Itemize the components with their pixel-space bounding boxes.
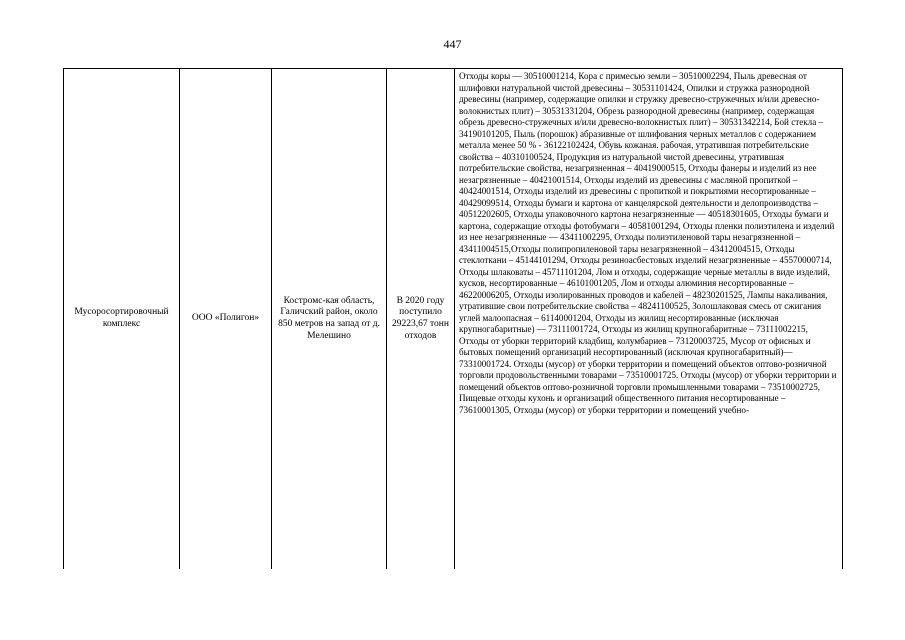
table-row (64, 69, 843, 570)
page-number: 447 (443, 37, 462, 51)
object-name-cell: Мусоросортировочный комплекс (64, 69, 180, 570)
location-cell: Костромс-кая область, Галичский район, около 850 метров на запад от д. Мелешино (272, 69, 387, 570)
facilities-table (63, 68, 843, 569)
volume-cell: В 2020 году поступило 29223,67 тонн отходов (387, 69, 455, 570)
waste-types-cell: Отходы коры — 30510001214, Кора с примесью земли – 30510002294, Пыль древесная от шлифовки натуральной чистой древесины – 30531101424, Опилки и стружка разнородной древесины (например, содержащие опилки и стружку древесно-стружечных и/или древесно-волокнистых плит) – 30531331204, Обрезь разнородной древесины (например, содержащая обрезь древесно-стружечных и/или древесно-волокнистых плит) – 30531342214, Бой стекла – 34190101205, Пыль (порошок) абразивные от шлифования черных металлов с содержанием металла менее 50 % - 36122102424, Обувь кожаная. рабочая, утратившая потребительские свойства – 40310100524, Продукция из натуральной чистой древесины, утратившая потребительские свойства, незагрязненная – 40419000515, Отходы фанеры и изделий из нее незагрязненные – 40421001514, Отходы изделий из древесины с масляной пропиткой – 40424001514, Отходы изделий из древесины с пропиткой и покрытиями несортированные – 40429099514, Отходы бумаги и картона от канцелярской деятельности и делопроизводства – 40512202605, Отходы упаковочного картона незагрязненные — 40518301605, Отходы бумаги и картона, содержащие отходы фотобумаги – 40581001294, Отходы пленки полиэтилена и изделий из нее незагрязненные — 43411002295, Отходы полиэтиленовой тары незагрязненной – 43411004515,Отходы полипропиленовой тары незагрязненной – 43412004515, Отходы стеклоткани – 45144101294, Отходы резиноасбестовых изделий незагрязненные – 45570000714, Отходы шлаковаты – 45711101204, Лом и отходы, содержащие черные металлы в виде изделий, кусков, несортированные – 46101001205, Лом и отходы алюминия несортированные – 46220006205, Отходы изолированных проводов и кабелей – 48230201525, Лампы накаливания, утратившие свои потребительские свойства – 48241100525, Золошлаковая смесь от сжигания углей малоопасная – 61140001204, Отходы из жилищ несортированные (исключая крупногабаритные) — 73111001724, Отходы из жилищ крупногабаритные – 73111002215, Отходы от уборки территорий кладбищ, колумбариев – 73120003725, Мусор от офисных и бытовых помещений организаций несортированный (исключая крупногабаритный)— 73310001724. Отходы (мусор) от уборки территории и помещений объектов оптово-розничной торговли продовольственными товарами – 73510001725. Отходы (мусор) от уборки территории и помещений объектов оптово-розничной торговли промышленными товарами – 73510002725, Пищевые отходы кухонь и организаций общественного питания несортированные – 73610001305, Отходы (мусор) от уборки территории и помещений учебно- (455, 69, 843, 570)
operator-cell: ООО «Полигон» (180, 69, 272, 570)
